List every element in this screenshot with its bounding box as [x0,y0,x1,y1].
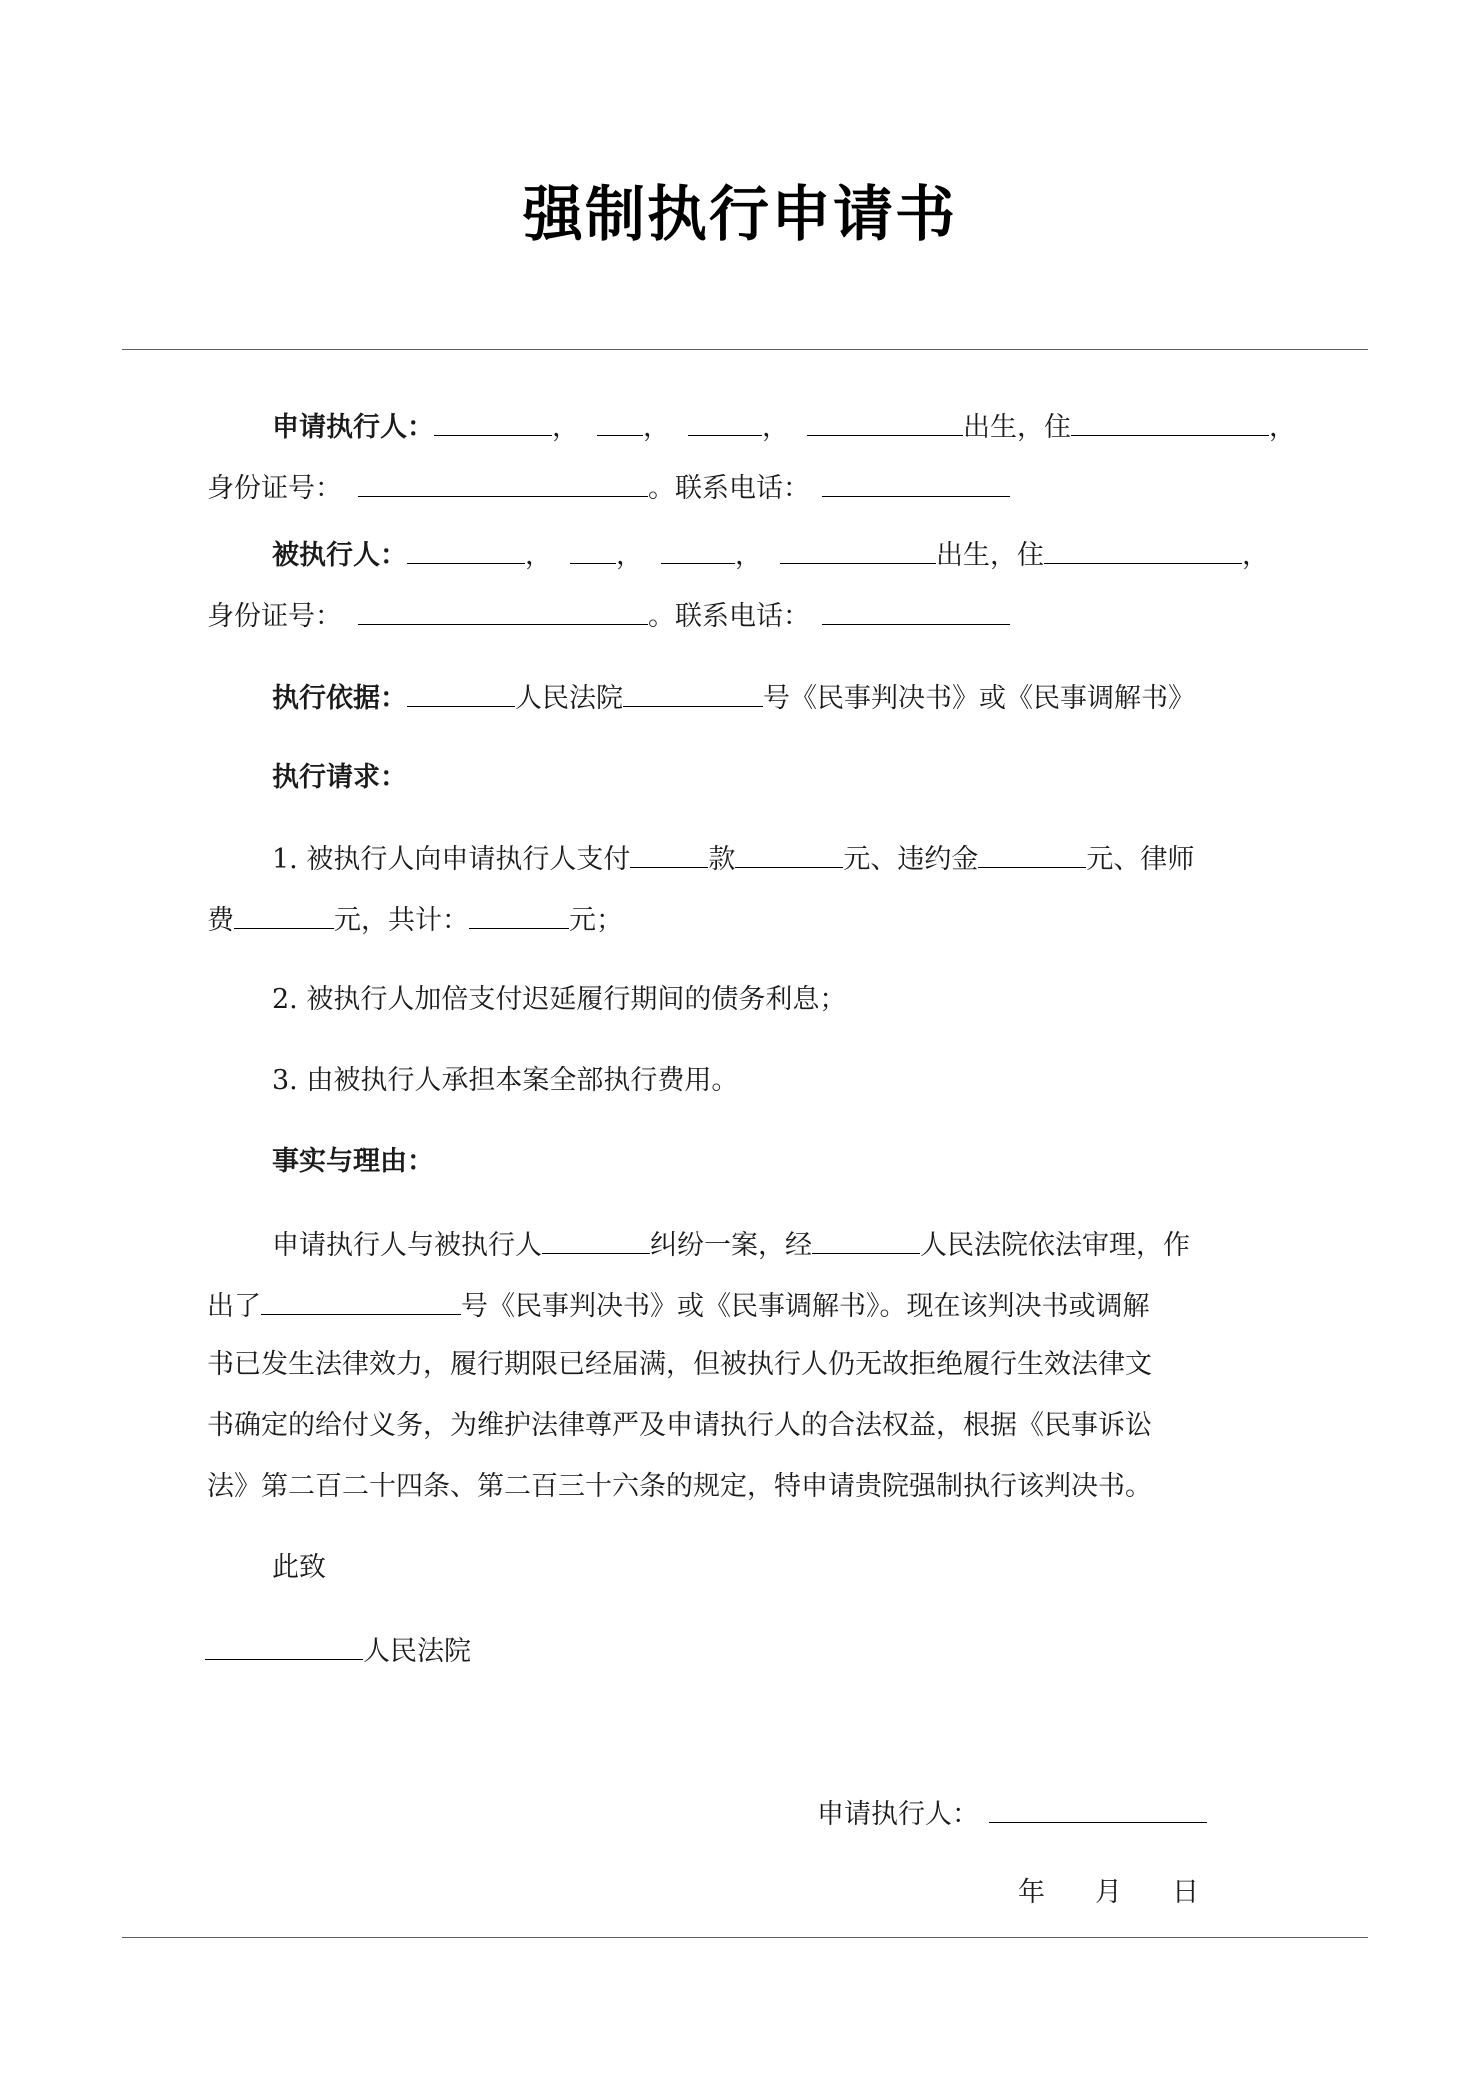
request-item-3: 3. 由被执行人承担本案全部执行费用。 [272,1065,739,1096]
id-label: 身份证号： [207,473,342,504]
date-month: 月 [1095,1877,1122,1908]
phone-label: 。联系电话： [648,473,810,504]
respondent-phone-blank[interactable] [822,594,1010,625]
request-1-lawyer-fee-blank[interactable] [234,898,334,929]
basis-label: 执行依据： [272,683,407,714]
facts-text: 人民法院依法审理，作 [920,1230,1190,1261]
facts-dispute-blank[interactable] [542,1223,650,1254]
bottom-divider [122,1937,1368,1938]
date-day: 日 [1172,1877,1199,1908]
respondent-line [272,533,1269,573]
applicant-line [272,405,1296,445]
request-1-text: 1. 被执行人向申请执行人支付 [272,844,631,875]
facts-text: 出了 [207,1291,261,1322]
applicant-phone-blank[interactable] [822,466,1010,497]
request-1-yuan: 元； [569,905,623,936]
recipient-court-blank[interactable] [205,1629,363,1660]
sep: ， [762,412,789,443]
facts-text: 号《民事判决书》或《民事调解书》。现在该判决书或调解 [461,1291,1150,1322]
request-1-penalty: 元、违约金 [843,844,979,875]
request-item-1-cont [207,898,623,938]
sep: ， [552,412,579,443]
facts-line-4: 书确定的给付义务，为维护法律尊严及申请执行人的合法权益，根据《民事诉讼 [207,1410,1152,1441]
recipient-court-line [205,1629,471,1669]
born-live-label: 出生，住 [963,412,1071,443]
request-item-1 [272,837,1194,877]
sep: ， [1269,412,1296,443]
signature-blank[interactable] [989,1792,1207,1823]
sep: ， [735,540,762,571]
request-item-2: 2. 被执行人加倍支付迟延履行期间的债务利息； [272,984,847,1015]
applicant-name-blank[interactable] [434,405,552,436]
respondent-gender-blank[interactable] [570,533,616,564]
basis-case-number-blank[interactable] [623,676,763,707]
applicant-address-blank[interactable] [1071,405,1269,436]
applicant-ethnicity-blank[interactable] [688,405,762,436]
applicant-id-blank[interactable] [358,466,648,497]
sep: ， [616,540,643,571]
respondent-id-line [207,594,1010,634]
request-1-fee: 费 [207,905,234,936]
document-title: 强制执行申请书 [523,180,957,250]
recipient-court: 人民法院 [363,1636,471,1667]
applicant-id-line [207,466,1010,506]
facts-case-number-blank[interactable] [261,1284,461,1315]
respondent-birthdate-blank[interactable] [780,533,936,564]
respondent-id-blank[interactable] [358,594,648,625]
requests-heading: 执行请求： [272,762,407,793]
phone-label: 。联系电话： [648,601,810,632]
signature-line [817,1792,1207,1832]
facts-line-5: 法》第二百二十四条、第二百三十六条的规定，特申请贵院强制执行该判决书。 [207,1471,1152,1502]
born-live-label: 出生，住 [936,540,1044,571]
basis-court-blank[interactable] [407,676,515,707]
facts-text: 申请执行人与被执行人 [272,1230,542,1261]
respondent-address-blank[interactable] [1044,533,1242,564]
date-year: 年 [1018,1877,1045,1908]
id-label: 身份证号： [207,601,342,632]
facts-text: 纠纷一案，经 [650,1230,812,1261]
request-1-lawyer: 元、律师 [1086,844,1195,875]
request-1-amount-blank[interactable] [735,837,843,868]
date-line [1018,1873,1199,1913]
facts-heading: 事实与理由： [272,1146,434,1177]
request-1-type-blank[interactable] [630,837,708,868]
applicant-birthdate-blank[interactable] [807,405,963,436]
request-1-total-blank[interactable] [469,898,569,929]
respondent-name-blank[interactable] [407,533,525,564]
signer-label: 申请执行人： [817,1799,979,1830]
facts-court-blank[interactable] [812,1223,920,1254]
applicant-label: 申请执行人： [272,412,434,443]
basis-line [272,676,1195,716]
facts-line-2 [207,1284,1150,1324]
facts-line-3: 书已发生法律效力，履行期限已经届满，但被执行人仍无故拒绝履行生效法律文 [207,1349,1152,1380]
basis-court: 人民法院 [515,683,623,714]
basis-document: 号《民事判决书》或《民事调解书》 [763,683,1195,714]
sep: ， [643,412,670,443]
request-1-penalty-blank[interactable] [978,837,1086,868]
sep: ， [1242,540,1269,571]
request-1-total-label: 元，共计： [334,905,469,936]
top-divider [122,349,1368,350]
facts-line-1 [272,1223,1190,1263]
sep: ， [525,540,552,571]
respondent-ethnicity-blank[interactable] [661,533,735,564]
salutation: 此致 [272,1552,326,1583]
respondent-label: 被执行人： [272,540,407,571]
request-1-kuan: 款 [708,844,736,875]
applicant-gender-blank[interactable] [597,405,643,436]
